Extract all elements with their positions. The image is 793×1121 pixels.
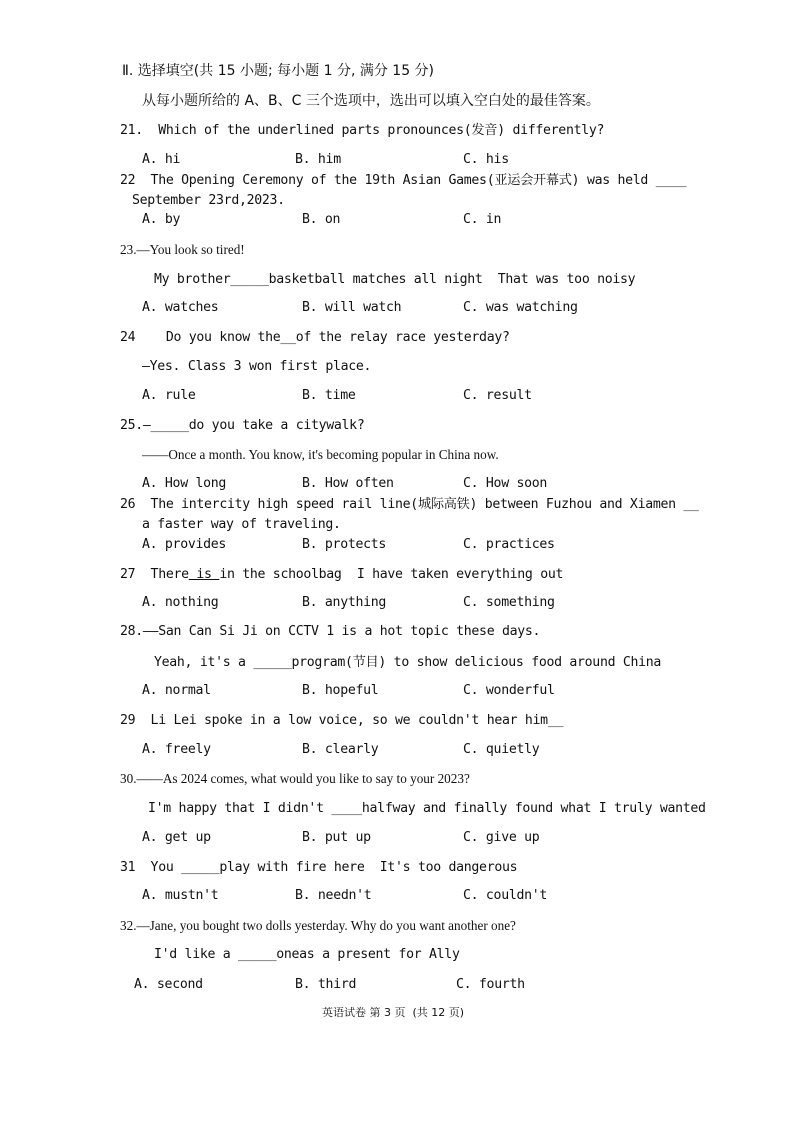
option-c: C. fourth [456, 977, 525, 992]
question-stem: 30.——As 2024 comes, what would you like to say to your 2023? [120, 771, 470, 786]
option-a: A. hi [142, 152, 181, 167]
option-a: A. provides [142, 537, 227, 552]
dialogue-line: ——Once a month. You know, it's becoming popular in China now. [142, 447, 499, 462]
option-b: B. protects [302, 537, 387, 552]
question-stem: 21. Which of the underlined parts pronounces(发音) differently? [120, 123, 605, 138]
question-stem-continued: September 23rd,2023. [132, 193, 285, 208]
option-a: A. freely [142, 742, 211, 757]
section-title: Ⅱ. 选择填空(共 15 小题; 每小题 1 分, 满分 15 分) [122, 63, 435, 79]
option-c: C. wonderful [463, 683, 555, 698]
option-c: C. something [463, 595, 555, 610]
question-stem: 31 You _____play with fire here It's too dangerous [120, 860, 518, 875]
option-c: C. quietly [463, 742, 540, 757]
question-stem: 28.——San Can Si Ji on CCTV 1 is a hot topic these days. [120, 624, 541, 639]
dialogue-line: —Yes. Class 3 won first place. [142, 359, 372, 374]
option-a: A. mustn't [142, 888, 219, 903]
option-b: B. needn't [295, 888, 372, 903]
question-stem: 23.—You look so tired! [120, 242, 245, 257]
stem-end: in the schoolbag I have taken everything out [219, 567, 564, 582]
option-a: A. rule [142, 388, 196, 403]
dialogue-line: My brother_____basketball matches all night That was too noisy [154, 272, 636, 287]
option-c: C. How soon [463, 476, 548, 491]
option-c: C. result [463, 388, 532, 403]
option-b: B. third [295, 977, 357, 992]
option-b: B. on [302, 212, 341, 227]
dialogue-line: Yeah, it's a _____program(节目) to show delicious food around China [154, 655, 662, 670]
option-a: A. How long [142, 476, 227, 491]
question-stem [120, 568, 563, 581]
option-c: C. couldn't [463, 888, 548, 903]
option-a: A. by [142, 212, 181, 227]
option-c: C. his [463, 152, 509, 167]
dialogue-line: I'm happy that I didn't ____halfway and finally found what I truly wanted [148, 801, 706, 816]
option-c: C. was watching [463, 300, 578, 315]
option-b: B. clearly [302, 742, 379, 757]
instructions: 从每小题所给的 A、B、C 三个选项中，选出可以填入空白处的最佳答案。 [142, 93, 600, 109]
stem-start: 27 There [120, 567, 189, 582]
question-stem: 29 Li Lei spoke in a low voice, so we couldn't hear him__ [120, 713, 564, 728]
option-b: B. anything [302, 595, 387, 610]
option-b: B. time [302, 388, 356, 403]
option-b: B. put up [302, 830, 371, 845]
option-c: C. in [463, 212, 502, 227]
question-stem-continued: a faster way of traveling. [142, 517, 341, 532]
option-b: B. will watch [302, 300, 402, 315]
question-stem: 22 The Opening Ceremony of the 19th Asian Games(亚运会开幕式) was held ____ [120, 173, 687, 188]
option-c: C. practices [463, 537, 555, 552]
question-stem: 26 The intercity high speed rail line(城际高铁) between Fuzhou and Xiamen __ [120, 497, 699, 512]
answer-blank: is [188, 567, 220, 582]
option-a: A. get up [142, 830, 211, 845]
question-stem: 24 Do you know the__of the relay race yesterday? [120, 330, 510, 345]
dialogue-line: I'd like a _____oneas a present for Ally [154, 947, 460, 962]
option-a: A. second [134, 977, 203, 992]
option-a: A. nothing [142, 595, 219, 610]
option-b: B. hopeful [302, 683, 379, 698]
option-a: A. watches [142, 300, 219, 315]
option-a: A. normal [142, 683, 211, 698]
option-b: B. How often [302, 476, 394, 491]
option-c: C. give up [463, 830, 540, 845]
question-stem: 25.—_____do you take a citywalk? [120, 418, 365, 433]
option-b: B. him [295, 152, 341, 167]
question-stem: 32.—Jane, you bought two dolls yesterday. Why do you want another one? [120, 918, 516, 933]
page-footer: 英语试卷 第 3 页 (共 12 页) [322, 1006, 465, 1019]
